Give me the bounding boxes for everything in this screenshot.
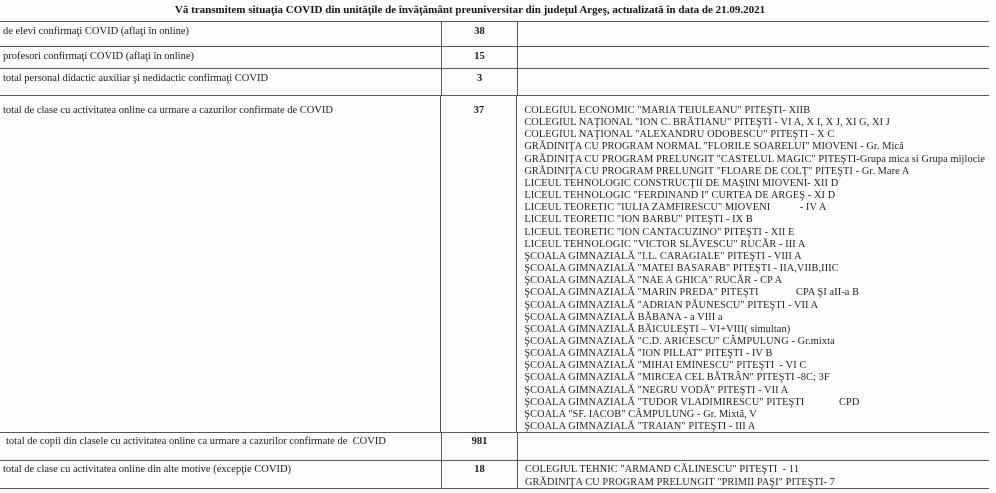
school-list-item: ŞCOALA GIMNAZIALĂ "ADRIAN PĂUNESCU" PITEŞTI - VII A <box>524 299 819 311</box>
school-list-item: ŞCOALA GIMNAZIALĂ BĂBANA - a VIII a <box>524 311 723 323</box>
school-list-item: ŞCOALA GIMNAZIALĂ "C.D. ARICESCU" CÂMPULUNG - Gr.mixta <box>524 335 835 347</box>
row-value: 981 <box>441 433 518 460</box>
table-row-children-online-covid <box>0 433 989 461</box>
table-row-classes-online-covid <box>0 96 989 433</box>
school-list-item: GRĂDINIŢA CU PROGRAM PRELUNGIT "PRIMII PAŞI" PITEŞTI- 7 <box>525 476 835 488</box>
school-list <box>517 96 989 432</box>
table-row-students-confirmed <box>0 22 989 47</box>
row-label: profesori confirmaţi COVID (aflaţi în online) <box>3 51 194 62</box>
school-list-item: COLEGIUL NAŢIONAL "ION C. BRĂTIANU" PITEŞTI - VI A, X I, X J, XI G, XI J <box>524 117 890 129</box>
school-list-item: COLEGIUL ECONOMIC "MARIA TEIULEANU" PITEŞTI- XIIB <box>524 105 811 116</box>
covid-situation-table <box>0 21 989 489</box>
row-value: 15 <box>441 47 518 68</box>
school-list-item: ŞCOALA GIMNAZIALĂ "ION PILLAT" PITEŞTI - IV B <box>524 348 773 360</box>
row-label: total de clase cu activitatea online ca urmare a cazurilor confirmate de COVID <box>3 105 334 116</box>
school-list-item: LICEUL TEHNOLOGIC "VICTOR SLĂVESCU" RUCĂR - III A <box>524 238 806 250</box>
school-list-item: ŞCOALA GIMNAZIALĂ "MARIN PREDA" PITEŞTI CPA ŞI aII-a B <box>524 287 860 299</box>
row-label: total de copii din clasele cu activitatea online ca urmare a cazurilor confirmate de COVID <box>6 436 386 447</box>
row-details-empty <box>518 69 989 95</box>
table-row-teachers-confirmed <box>0 47 989 69</box>
row-details-empty <box>518 433 989 460</box>
row-value: 37 <box>440 96 517 432</box>
school-list-item: ŞCOALA GIMNAZIALĂ "TUDOR VLADIMIRESCU" PITEŞTI CPD <box>524 396 860 408</box>
school-list-item: LICEUL TEORETIC "ION CANTACUZINO" PITEŞTI - XII E <box>524 226 795 238</box>
school-list-item: ŞCOALA GIMNAZIALĂ "TRAIAN" PITEŞTI - III A <box>524 421 756 433</box>
school-list-item: COLEGIUL TEHNIC "ARMAND CĂLINESCU" PITEŞTI - 11 <box>525 464 799 475</box>
school-list-item: ŞCOALA GIMNAZIALĂ "MIHAI EMINESCU" PITEŞTI - VI C <box>524 360 807 372</box>
row-label: total de clase cu activitatea online din alte motive (excepţie COVID) <box>3 464 292 475</box>
school-list-item: GRĂDINIŢA CU PROGRAM NORMAL "FLORILE SOARELUI" MIOVENI - Gr. Mică <box>524 141 904 153</box>
school-list-item: ŞCOALA GIMNAZIALĂ "I.L. CARAGIALE" PITEŞTI - VIII A <box>524 250 802 262</box>
row-details-empty <box>518 47 989 68</box>
school-list <box>518 461 989 488</box>
table-row-classes-online-other <box>0 461 989 489</box>
school-list-item: ŞCOALA GIMNAZIALĂ "MIRCEA CEL BĂTRÂN" PITEŞTI -8C; 3F <box>524 372 830 384</box>
school-list-item: GRĂDINIŢA CU PROGRAM PRELUNGIT "FLOARE DE COLŢ" PITEŞTI - Gr. Mare A <box>524 165 910 177</box>
school-list-item: LICEUL TEHNOLOGIC CONSTRUCŢII DE MAŞINI MIOVENI- XII D <box>524 177 839 189</box>
school-list-item: LICEUL TEORETIC "IULIA ZAMFIRESCU" MIOVENI - IV A <box>524 202 827 214</box>
row-value: 3 <box>441 69 518 95</box>
school-list-item: ŞCOALA GIMNAZIALĂ "MATEI BASARAB" PITEŞTI - IIA,VIIB,IIIC <box>524 263 839 275</box>
school-list-item: ŞCOALA GIMNAZIALĂ "NEGRU VODĂ" PITEŞTI - VII A <box>524 384 789 396</box>
row-value: 38 <box>441 22 518 46</box>
school-list-item: LICEUL TEHNOLOGIC "FERDINAND I" CURTEA DE ARGEŞ - XI D <box>524 190 836 202</box>
school-list-item: ŞCOALA "SF. IACOB" CÂMPULUNG - Gr. Mixtă, V <box>524 408 757 420</box>
row-label: total personal didactic auxiliar şi nedidactic confirmaţi COVID <box>3 73 269 84</box>
school-list-item: COLEGIUL NAŢIONAL "ALEXANDRU ODOBESCU" PITEŞTI - X C <box>524 129 835 141</box>
table-row-staff-confirmed <box>0 69 989 96</box>
row-details-empty <box>518 22 989 46</box>
school-list-item: GRĂDINIŢA CU PROGRAM PRELUNGIT "CASTELUL MAGIC" PITEŞTI-Grupa mica si Grupa mijlocie <box>524 153 985 165</box>
document-title: Vă transmitem situaţia COVID din unităţile de învăţământ preuniversitar din judeţul Argeş, actualizată în data de 21.09.2021 <box>174 4 766 16</box>
school-list-item: ŞCOALA GIMNAZIALĂ BĂICULEŞTI – VI+VIII( simultan) <box>524 323 791 335</box>
school-list-item: LICEUL TEORETIC "ION BARBU" PITEŞTI - IX B <box>524 214 753 226</box>
row-value: 18 <box>441 461 518 488</box>
school-list-item: ŞCOALA GIMNAZIALĂ "NAE A GHICA" RUCĂR - CP A <box>524 275 783 287</box>
row-label: de elevi confirmaţi COVID (aflaţi în online) <box>3 26 190 37</box>
